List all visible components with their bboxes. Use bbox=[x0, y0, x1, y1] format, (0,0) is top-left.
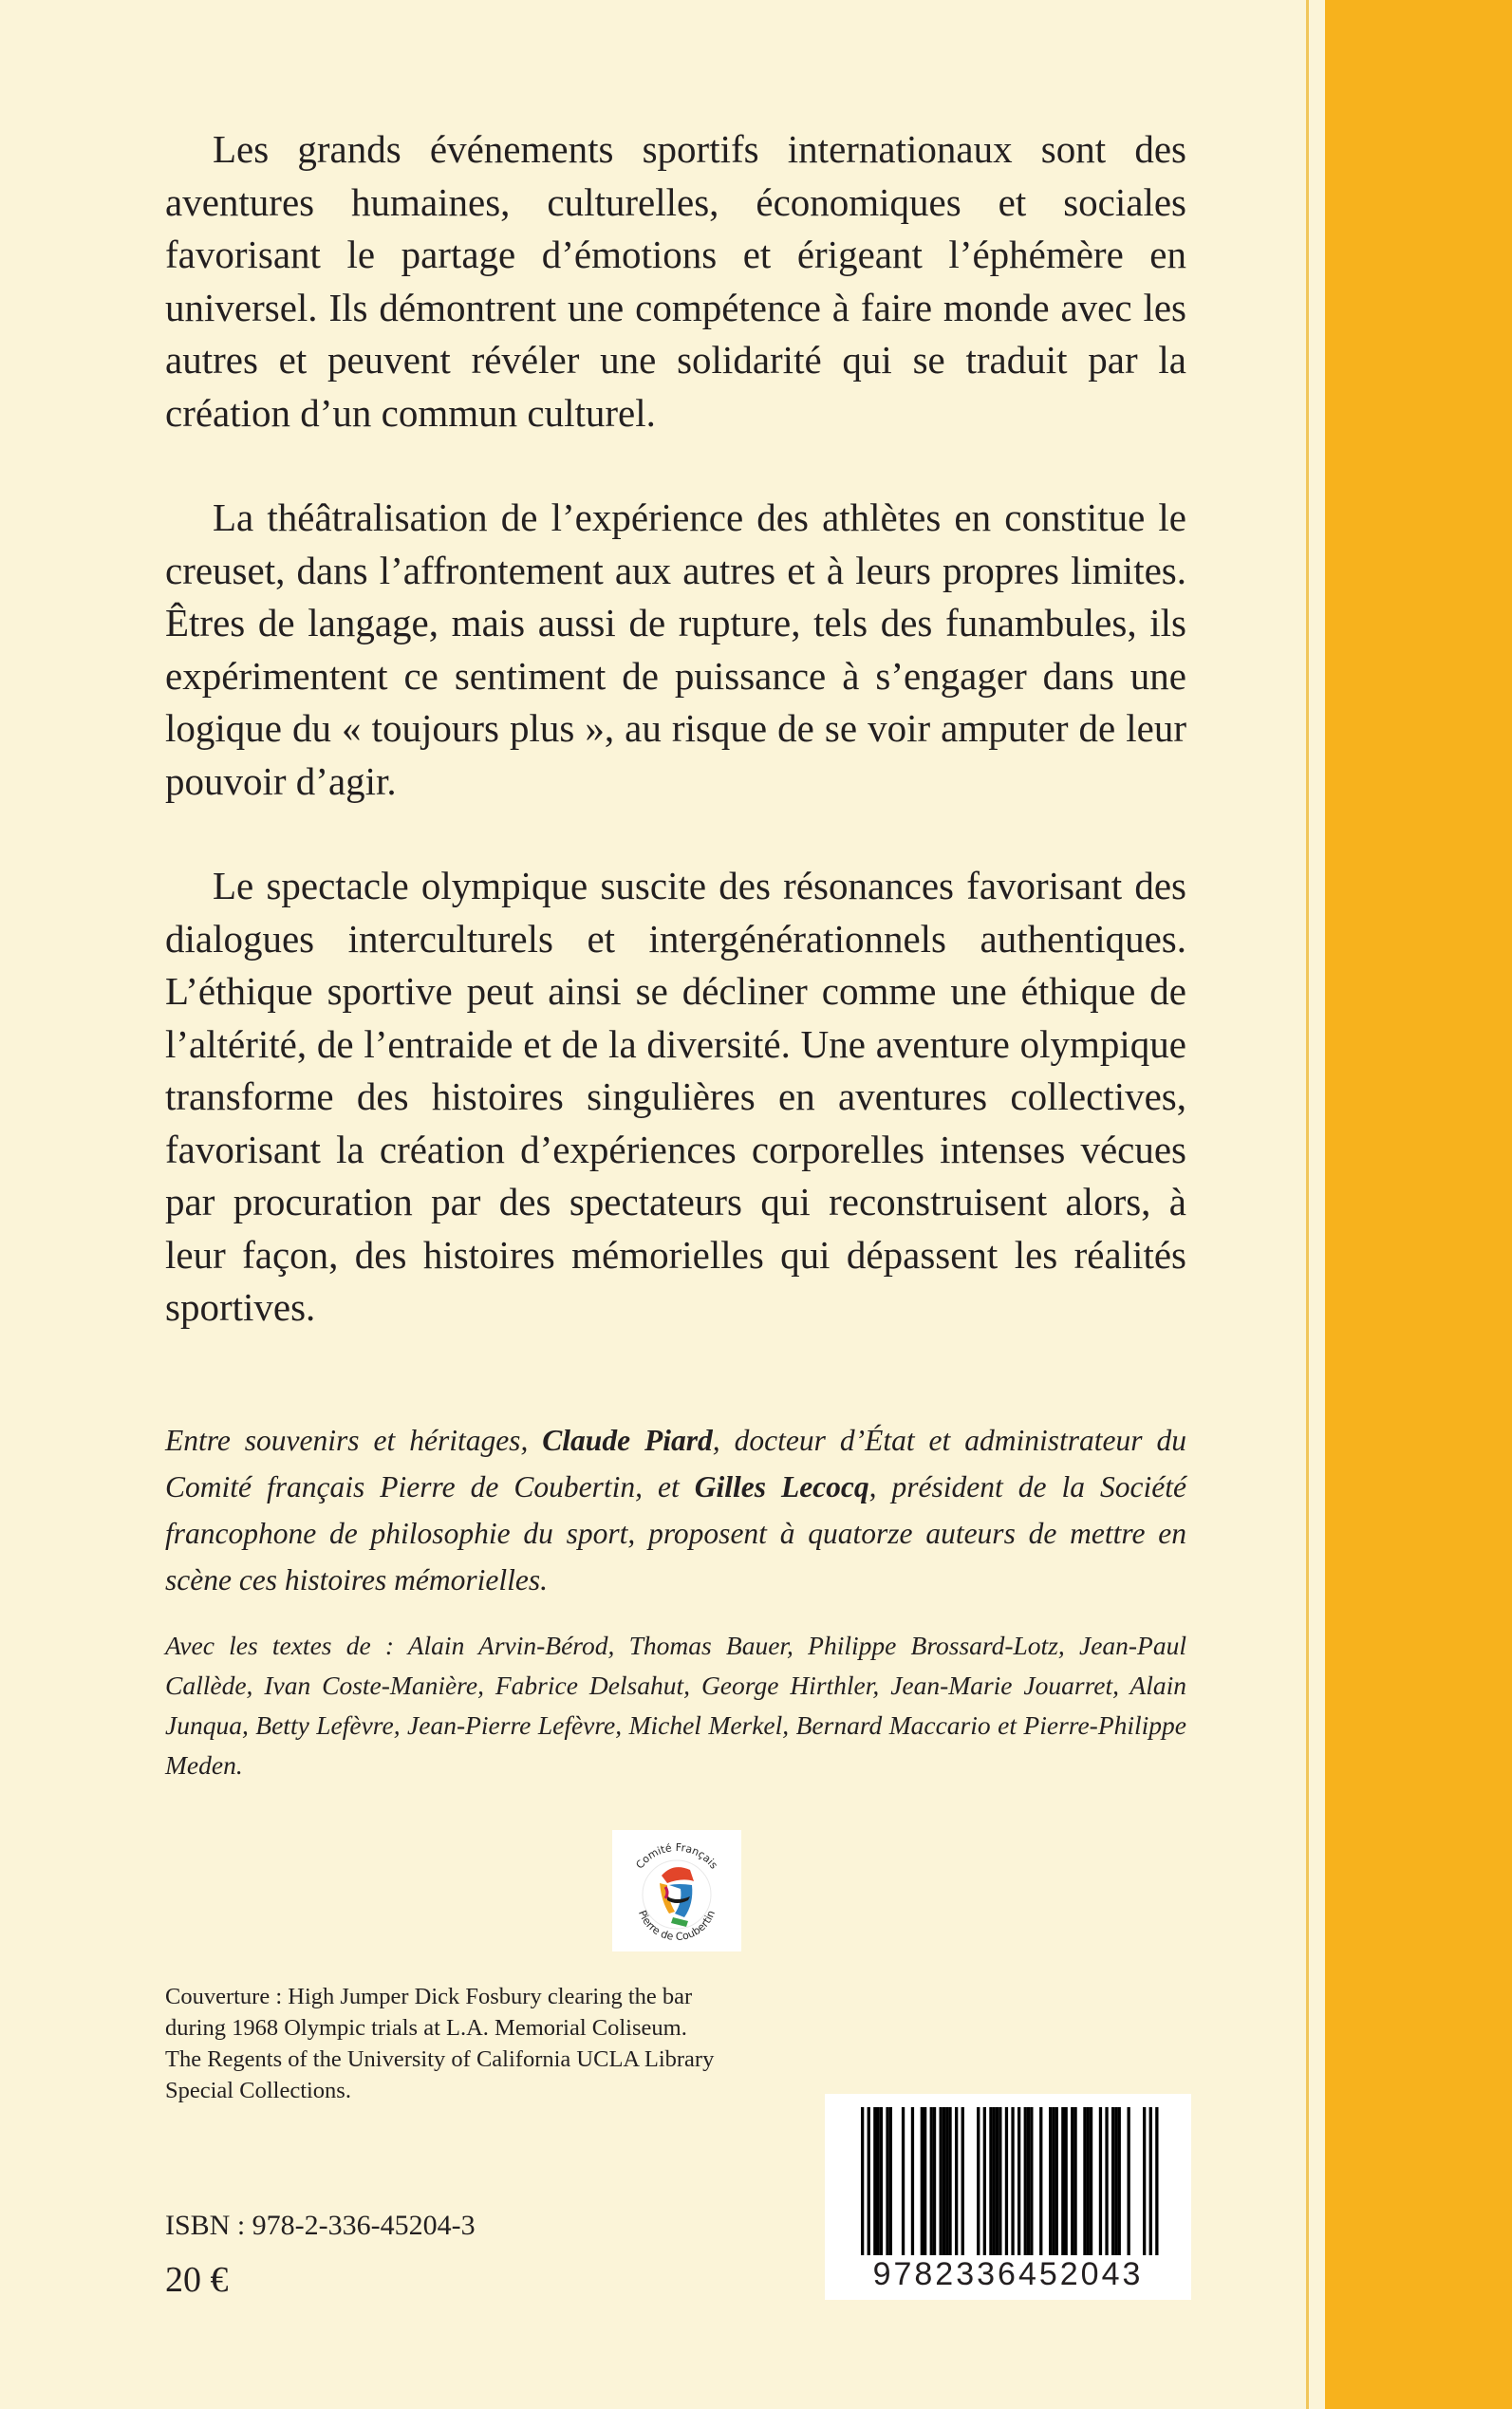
barcode-bar bbox=[1143, 2107, 1146, 2259]
barcode-bar bbox=[921, 2107, 924, 2259]
barcode-bar bbox=[989, 2107, 992, 2259]
contributors-list: Avec les textes de : Alain Arvin-Bérod, Thomas Bauer, Philippe Brossard-Lotz, Jean-Paul Callède, Ivan Coste-Manière, Fabrice Delsahut, George Hirthler, Jean-Marie Jouarret, Alain Junqua, Betty Lefèvre, Jean-Pierre Lefèvre, Michel Merkel, Bernard Maccario et Pierre-Philippe Meden. bbox=[165, 1630, 1186, 1780]
cover-credit-line: Special Collections. bbox=[165, 2078, 351, 2103]
barcode-bar bbox=[886, 2107, 888, 2259]
barcode-bar bbox=[930, 2107, 933, 2259]
barcode-bar bbox=[1065, 2107, 1068, 2259]
blurb-paragraph-3: Le spectacle olympique suscite des résonances favorisant des dialogues interculturels et intergénérationnels authentiques. L’éthique sportive peut ainsi se décliner comme une éthique de l’altérité, de l’entraide et de la diversité. Une aventure olympique transforme des histoires singulières en aventures collectives, favorisant la création d’expériences corporelles intenses vécues par procuration par des spectateurs qui reconstruisent alors, à leur façon, des histoires mémorielles qui dépassent les réalités sportives. bbox=[165, 864, 1186, 1329]
spine-divider-line bbox=[1306, 0, 1309, 2409]
barcode-bar bbox=[889, 2107, 892, 2259]
barcode-bar bbox=[945, 2107, 948, 2259]
barcode-bar bbox=[1114, 2107, 1117, 2259]
barcode-bar bbox=[880, 2107, 883, 2259]
editor-name-1: Claude Piard bbox=[542, 1423, 713, 1457]
cover-credit-line: during 1968 Olympic trials at L.A. Memorial Coliseum. bbox=[165, 2015, 687, 2041]
isbn-label: ISBN : 978-2-336-45204-3 bbox=[165, 2210, 476, 2241]
barcode-bar bbox=[1049, 2107, 1052, 2259]
cover-credit-line: The Regents of the University of California UCLA Library bbox=[165, 2046, 715, 2072]
barcode-bar bbox=[1099, 2107, 1102, 2259]
blurb-paragraph-2: La théâtralisation de l’expérience des athlètes en constitue le creuset, dans l’affrontement aux autres et à leurs propres limites. Êtres de langage, mais aussi de rupture, tels des funambules, ils expérimentent ce sentiment de puissance à s’engager dans une logique du « toujours plus », au risque de se voir amputer de leur pouvoir d’agir. bbox=[165, 495, 1186, 803]
barcode-bar bbox=[1087, 2107, 1090, 2259]
barcode-bar bbox=[1071, 2107, 1073, 2259]
barcode-bar bbox=[1005, 2107, 1008, 2259]
barcode-bar bbox=[1118, 2107, 1121, 2259]
barcode-bar bbox=[948, 2107, 951, 2259]
coubertin-committee-logo bbox=[612, 1830, 741, 1951]
barcode-bar bbox=[1017, 2107, 1020, 2259]
barcode-bar bbox=[955, 2107, 958, 2259]
back-cover-text bbox=[165, 123, 1186, 1785]
barcode-digits: 9782336452043 bbox=[825, 2255, 1191, 2293]
barcode-bar bbox=[1128, 2107, 1130, 2259]
barcode-bar bbox=[940, 2107, 943, 2259]
barcode-bar bbox=[1052, 2107, 1055, 2259]
barcode-bar bbox=[999, 2107, 1001, 2259]
barcode-bar bbox=[983, 2107, 986, 2259]
barcode-bar bbox=[996, 2107, 999, 2259]
editor-name-2: Gilles Lecocq bbox=[694, 1469, 869, 1503]
barcode-bar bbox=[1083, 2107, 1086, 2259]
barcode-bar bbox=[1030, 2107, 1033, 2259]
editor-role-2: , président de la Société francophone de philosophie du sport, proposent à quatorze auteurs de mettre en scène ces histoires mémorielles. bbox=[165, 1469, 1186, 1597]
editors-presentation bbox=[165, 1417, 1186, 1603]
barcode-bar bbox=[1055, 2107, 1058, 2259]
barcode-bar bbox=[868, 2107, 870, 2259]
barcode bbox=[825, 2094, 1191, 2300]
barcode-bar bbox=[1111, 2107, 1114, 2259]
barcode-bar bbox=[1155, 2107, 1158, 2259]
barcode-bar bbox=[933, 2107, 936, 2259]
barcode-bar bbox=[993, 2107, 996, 2259]
price-label: 20 € bbox=[165, 2260, 229, 2300]
editor-role-1: , docteur d’État et administrateur du Comité français Pierre de Coubertin, et bbox=[165, 1423, 1186, 1503]
barcode-bar bbox=[861, 2107, 864, 2259]
presentation-intro: Entre souvenirs et héritages, bbox=[165, 1423, 543, 1457]
barcode-bar bbox=[1090, 2107, 1092, 2259]
barcode-bar bbox=[911, 2107, 914, 2259]
barcode-bar bbox=[1073, 2107, 1076, 2259]
logo-text-bottom: Pierre de Coubertin bbox=[635, 1908, 719, 1944]
barcode-bar bbox=[877, 2107, 880, 2259]
barcode-bar bbox=[924, 2107, 926, 2259]
barcode-bar bbox=[1027, 2107, 1030, 2259]
logo-text-top: Comité Français bbox=[633, 1840, 720, 1872]
barcode-bar bbox=[1024, 2107, 1027, 2259]
cover-credit bbox=[165, 1981, 868, 2106]
barcode-bar bbox=[873, 2107, 876, 2259]
barcode-bar bbox=[1061, 2107, 1064, 2259]
barcode-bar bbox=[1105, 2107, 1108, 2259]
barcode-bar bbox=[943, 2107, 945, 2259]
cover-credit-line: Couverture : High Jumper Dick Fosbury clearing the bar bbox=[165, 1984, 693, 2009]
barcode-bar bbox=[1149, 2107, 1152, 2259]
barcode-bar bbox=[902, 2107, 905, 2259]
barcode-bar bbox=[1011, 2107, 1014, 2259]
blurb-paragraph-1: Les grands événements sportifs internationaux sont des aventures humaines, culturelles, économiques et sociales favorisant le partage d’émotions et érigeant l’éphémère en universel. Ils démontrent une compétence à faire monde avec les autres et peuvent révéler une solidarité qui se traduit par la création d’un commun culturel. bbox=[165, 127, 1186, 435]
barcode-bar bbox=[961, 2107, 964, 2259]
barcode-bar bbox=[977, 2107, 980, 2259]
barcode-bar bbox=[1039, 2107, 1042, 2259]
spine-band bbox=[1325, 0, 1512, 2409]
